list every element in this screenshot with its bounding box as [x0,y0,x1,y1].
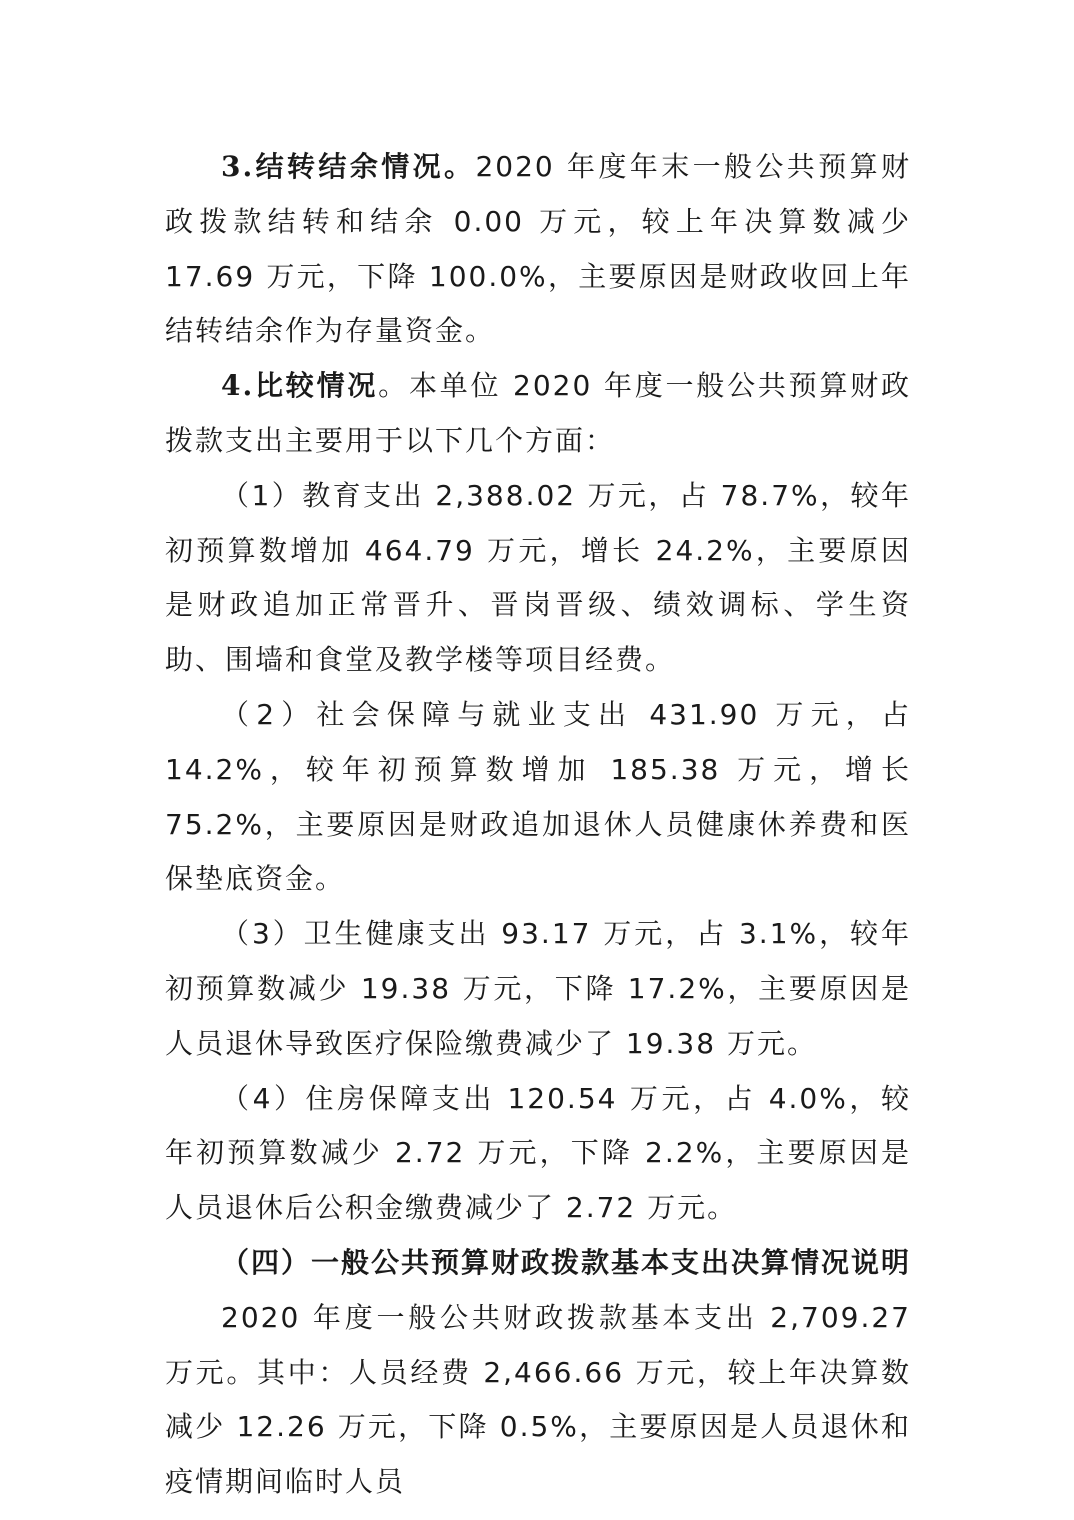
paragraph-carryover [165,140,911,359]
paragraph-health [165,907,911,1071]
paragraph-education [165,469,911,688]
paragraph-lead: 4.比较情况 [221,369,379,403]
paragraph-text: 2020 年度年末一般公共预算财政拨款结转和结余 0.00 万元，较上年决算数减少 17.69 万元，下降 100.0%，主要原因是财政收回上年结转结余作为存量资金。 [165,150,911,348]
paragraph-social-security [165,688,911,907]
paragraph-basic-expenditure [165,1291,911,1510]
paragraph-lead: 3.结转结余情况。 [221,150,476,183]
paragraph-housing [165,1072,911,1236]
paragraph-text: （3）卫生健康支出 93.17 万元，占 3.1%，较年初预算数减少 19.38 万元，下降 17.2%，主要原因是人员退休导致医疗保险缴费减少了 19.38 万元。 [165,917,911,1060]
section-heading: （四）一般公共预算财政拨款基本支出决算情况说明 [221,1245,912,1279]
paragraph-text: 。本单位 2020 年度一般公共预算财政拨款支出主要用于以下几个方面： [165,369,912,457]
paragraph-text: 2020 年度一般公共财政拨款基本支出 2,709.27 万元。其中：人员经费 2,466.66 万元，较上年决算数减少 12.26 万元，下降 0.5%，主要原因是人员退休和疫情期间临时人员 [165,1300,911,1499]
paragraph-text: （1）教育支出 2,388.02 万元，占 78.7%，较年初预算数增加 464.79 万元，增长 24.2%，主要原因是财政追加正常晋升、晋岗晋级、绩效调标、学生资助、围墙和食堂及教学楼等项目经费。 [165,478,911,677]
paragraph-text: （2）社会保障与就业支出 431.90 万元，占 14.2%，较年初预算数增加 185.38 万元，增长 75.2%，主要原因是财政追加退休人员健康休养费和医保垫底资金。 [165,697,911,896]
paragraph-comparison [165,359,911,469]
document-body [165,140,911,1510]
paragraph-text: （4）住房保障支出 120.54 万元，占 4.0%，较年初预算数减少 2.72 万元，下降 2.2%，主要原因是人员退休后公积金缴费减少了 2.72 万元。 [165,1081,911,1225]
